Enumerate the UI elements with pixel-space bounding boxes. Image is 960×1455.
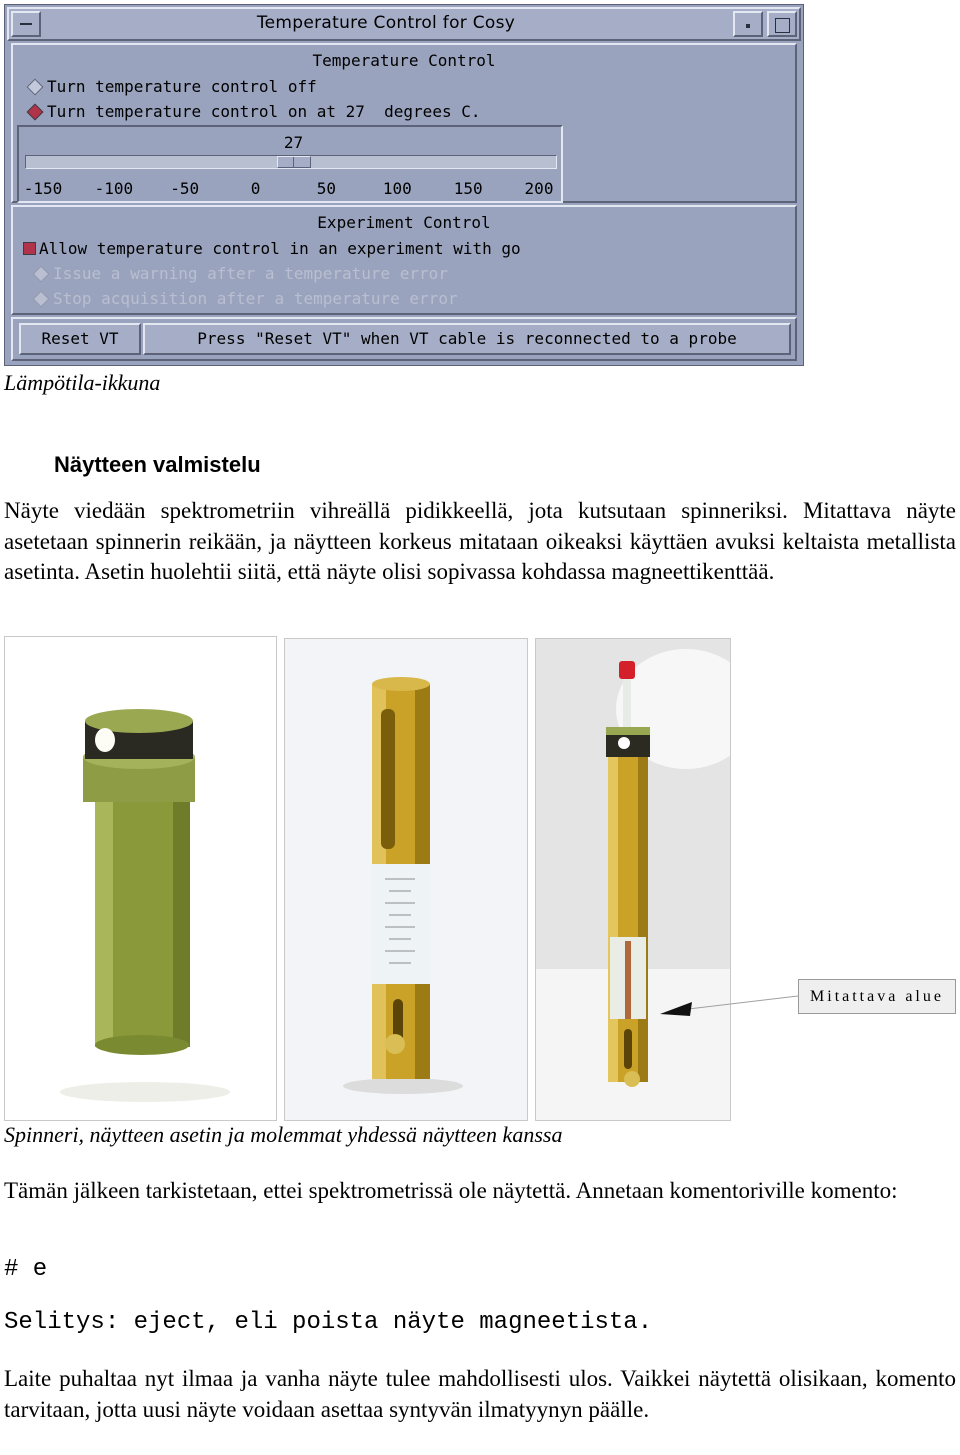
temperature-control-frame	[11, 43, 797, 203]
paragraph-air-cushion: Laite puhaltaa nyt ilmaa ja vanha näyte tulee mahdollisesti ulos. Vaikkei näytettä olisikaan, komento tarvitaan, jotta uusi näyte voidaan asettaa syntyvän ilmatyynyn päälle.	[4, 1366, 956, 1422]
maximize-button[interactable]	[767, 11, 797, 37]
slider-tick-label: 50	[316, 179, 337, 198]
experiment-control-frame	[11, 205, 797, 315]
slider-tick-label: 200	[524, 179, 554, 198]
minimize-button[interactable]	[733, 11, 763, 37]
checkbox-allow-temp-control[interactable]	[17, 239, 521, 259]
measured-region-label: Mitattava alue	[798, 979, 956, 1014]
radio-temp-on[interactable]	[25, 102, 481, 122]
allow-temp-control-label: Allow temperature control in an experiment with go	[39, 239, 521, 258]
window-titlebar[interactable]	[7, 7, 801, 41]
spinner-with-sample-photo	[535, 638, 731, 1121]
slider-trough[interactable]	[25, 155, 557, 169]
slider-tick-label: 100	[382, 179, 412, 198]
allow-checkbox-indicator	[23, 242, 36, 255]
slider-thumb[interactable]	[277, 156, 311, 168]
experiment-control-heading: Experiment Control	[317, 213, 491, 232]
slider-tick-label: -150	[23, 179, 63, 198]
slider-tick-label: 150	[453, 179, 483, 198]
reset-vt-button[interactable]: Reset VT	[19, 323, 141, 355]
reset-frame	[11, 317, 797, 361]
photos-caption: Spinneri, näytteen asetin ja molemmat yhdessä näytteen kanssa	[4, 1122, 563, 1147]
radio-temp-off-label: Turn temperature control off	[47, 77, 317, 96]
issue-warning-label: Issue a warning after a temperature error	[53, 264, 448, 283]
radio-temp-on-label: Turn temperature control on at 27 degrees C.	[47, 102, 481, 121]
paragraph-sample-insertion: Näyte viedään spektrometriin vihreällä pidikkeellä, jota kutsutaan spinneriksi. Mitattava näyte asetetaan spinnerin reikään, ja näytteen korkeus mitataan oikeaksi käyttäen avuksi keltaista metallista asetinta. Asetin huolehtii siitä, että näyte olisi sopivassa kohdassa magneettikenttää.	[4, 498, 956, 584]
callout-arrow-icon	[650, 990, 800, 1030]
stop-acquisition-label: Stop acquisition after a temperature error	[53, 289, 458, 308]
slider-tick-label: -50	[170, 179, 200, 198]
section-heading: Näytteen valmistelu	[54, 452, 261, 477]
depth-gauge-photo	[284, 638, 528, 1121]
paragraph-check-spectrometer: Tämän jälkeen tarkistetaan, ettei spektrometrissä ole näytettä. Annetaan komentoriville komento:	[4, 1178, 898, 1203]
reset-vt-hint: Press "Reset VT" when VT cable is reconnected to a probe	[143, 323, 791, 355]
command-explanation: Selitys: eject, eli poista näyte magneetista.	[4, 1309, 653, 1336]
slider-tick-label: -100	[94, 179, 134, 198]
window-title: Temperature Control for Cosy	[256, 13, 516, 33]
slider-value: 27	[283, 133, 304, 152]
command-line: # e	[4, 1256, 48, 1283]
temperature-slider	[17, 125, 563, 203]
radio-temp-off[interactable]	[25, 77, 317, 97]
temperature-control-window	[4, 4, 804, 366]
window-menu-button[interactable]	[11, 11, 41, 37]
radio-stop-indicator	[33, 291, 50, 308]
spinner-photo	[4, 636, 277, 1121]
temperature-control-heading: Temperature Control	[312, 51, 496, 70]
radio-warning-indicator	[33, 266, 50, 283]
radio-stop-acquisition[interactable]	[31, 289, 458, 309]
radio-issue-warning[interactable]	[31, 264, 448, 284]
window-caption: Lämpötila-ikkuna	[4, 370, 161, 395]
radio-off-indicator	[27, 79, 44, 96]
radio-on-indicator	[27, 104, 44, 121]
slider-tick-label: 0	[250, 179, 261, 198]
